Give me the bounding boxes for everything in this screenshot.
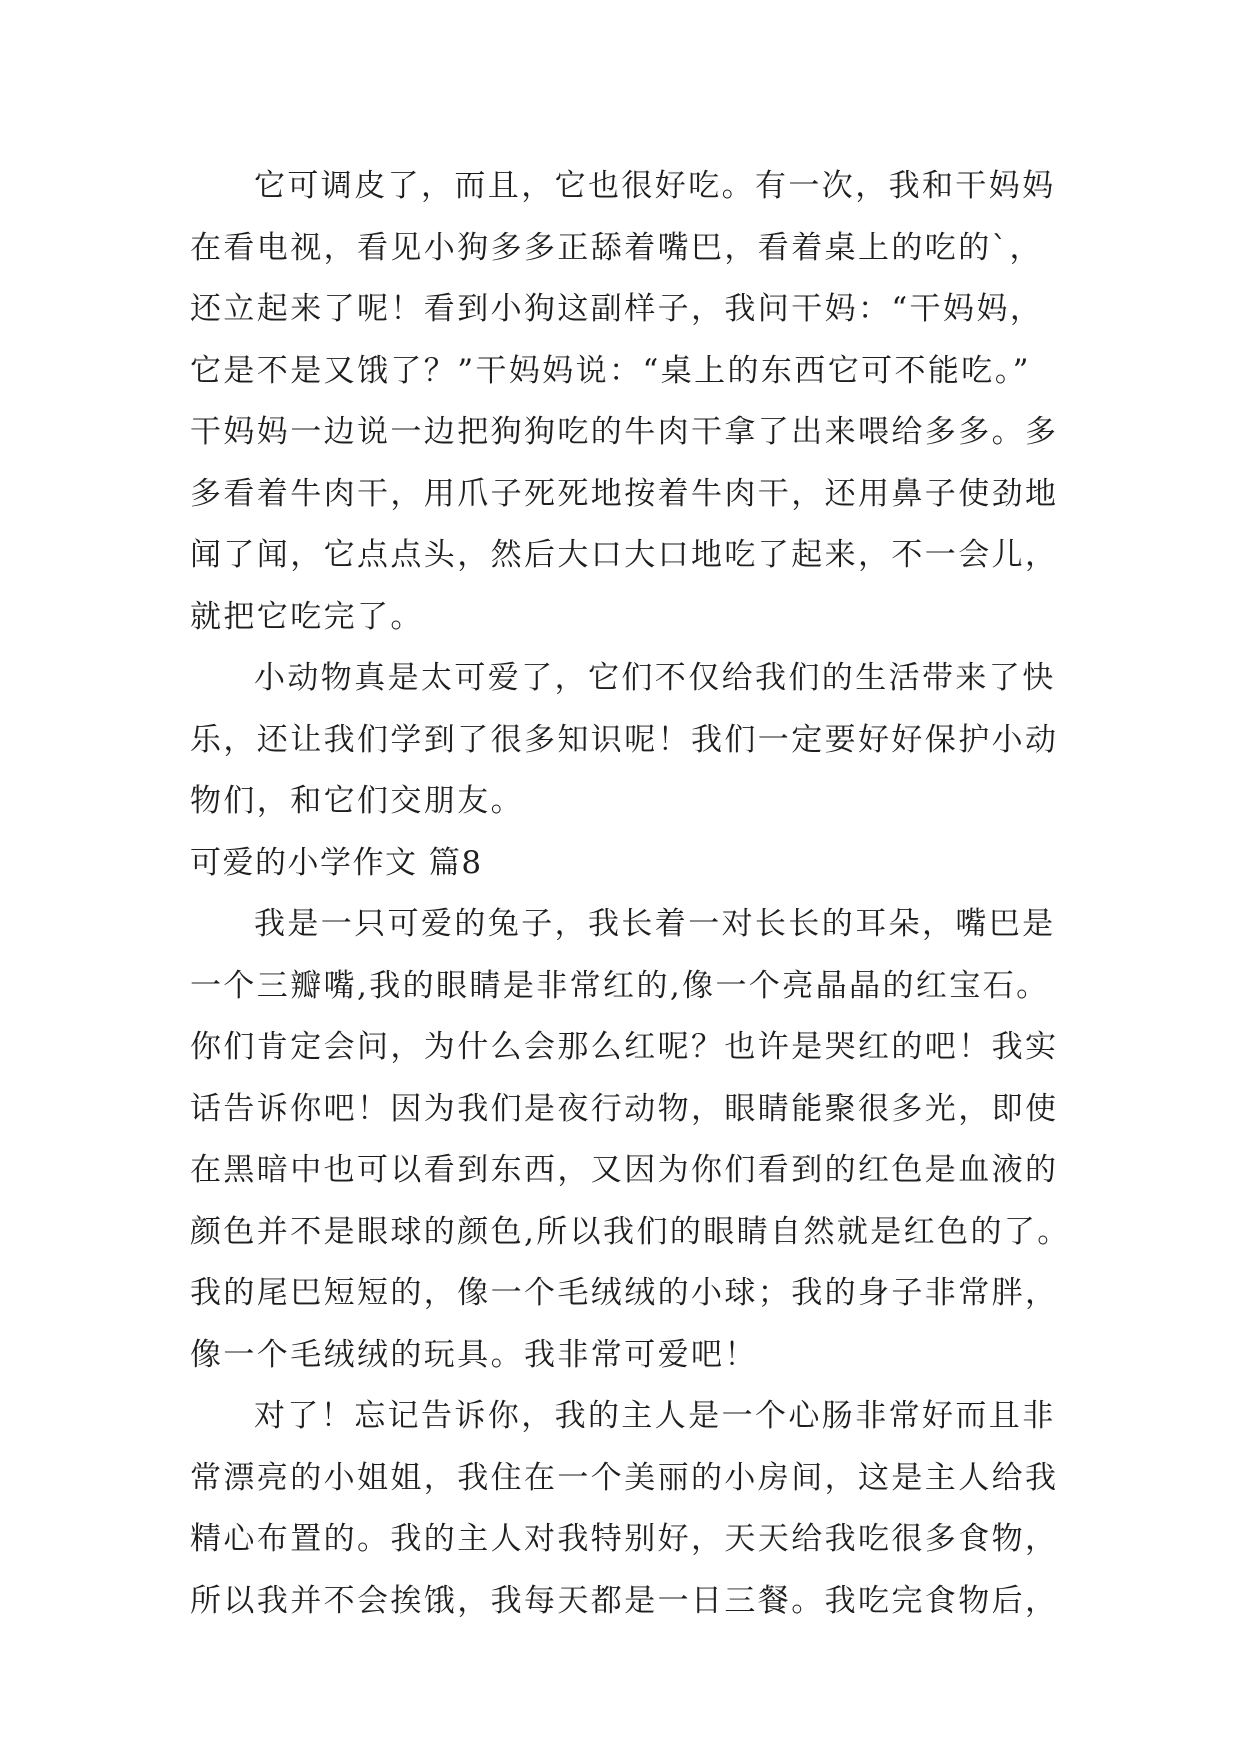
paragraph-line: 乐，还让我们学到了很多知识呢！我们一定要好好保护小动 [190,721,1059,758]
section-heading: 可爱的小学作文 篇8 [190,844,483,881]
paragraph-line: 对了！忘记告诉你，我的主人是一个心肠非常好而且非 [254,1398,1056,1434]
paragraph-line: 颜色并不是眼球的颜色,所以我们的眼睛自然就是红色的了。 [190,1213,1071,1250]
paragraph [190,1386,1060,1632]
paragraph [190,894,1071,1386]
paragraph-line: 我的尾巴短短的，像一个毛绒绒的小球；我的身子非常胖， [190,1275,1059,1311]
paragraph-line: 常漂亮的小姐姐，我住在一个美丽的小房间，这是主人给我 [190,1459,1059,1496]
paragraph-line: 话告诉你吧！因为我们是夜行动物，眼睛能聚很多光，即使 [190,1090,1059,1127]
paragraph [190,648,1060,833]
paragraph-line: 精心布置的。我的主人对我特别好，天天给我吃很多食物， [190,1521,1059,1557]
paragraph-line: 干妈妈一边说一边把狗狗吃的牛肉干拿了出来喂给多多。多 [190,414,1059,450]
paragraph-line: 多看着牛肉干，用爪子死死地按着牛肉干，还用鼻子使劲地 [190,475,1059,512]
paragraph-line: 我是一只可爱的兔子，我长着一对长长的耳朵，嘴巴是 [254,906,1056,942]
paragraph-line: 所以我并不会挨饿，我每天都是一日三餐。我吃完食物后， [190,1582,1059,1619]
essay-body [190,156,1071,1632]
paragraph-line: 一个三瓣嘴,我的眼睛是非常红的,像一个亮晶晶的红宝石。 [190,967,1050,1004]
paragraph-line: 你们肯定会问，为什么会那么红呢？也许是哭红的吧！我实 [190,1029,1059,1065]
paragraph-line: 物们，和它们交朋友。 [190,783,524,819]
paragraph-line: 像一个毛绒绒的玩具。我非常可爱吧！ [190,1336,758,1373]
paragraph-line: 它是不是又饿了？”干妈妈说：“桌上的东西它可不能吃。” [190,352,1031,389]
paragraph-line: 就把它吃完了。 [190,598,424,635]
paragraph [190,156,1060,648]
paragraph-line: 它可调皮了，而且，它也很好吃。有一次，我和干妈妈 [254,168,1056,204]
paragraph-line: 闻了闻，它点点头，然后大口大口地吃了起来，不一会儿， [190,537,1059,573]
paragraph-line: 小动物真是太可爱了，它们不仅给我们的生活带来了快 [254,660,1056,696]
paragraph-line: 还立起来了呢！看到小狗这副样子，我问干妈：“干妈妈， [190,291,1044,327]
paragraph-line: 在黑暗中也可以看到东西，又因为你们看到的红色是血液的 [190,1152,1059,1188]
paragraph-line: 在看电视，看见小狗多多正舔着嘴巴，看着桌上的吃的`， [190,229,1043,266]
